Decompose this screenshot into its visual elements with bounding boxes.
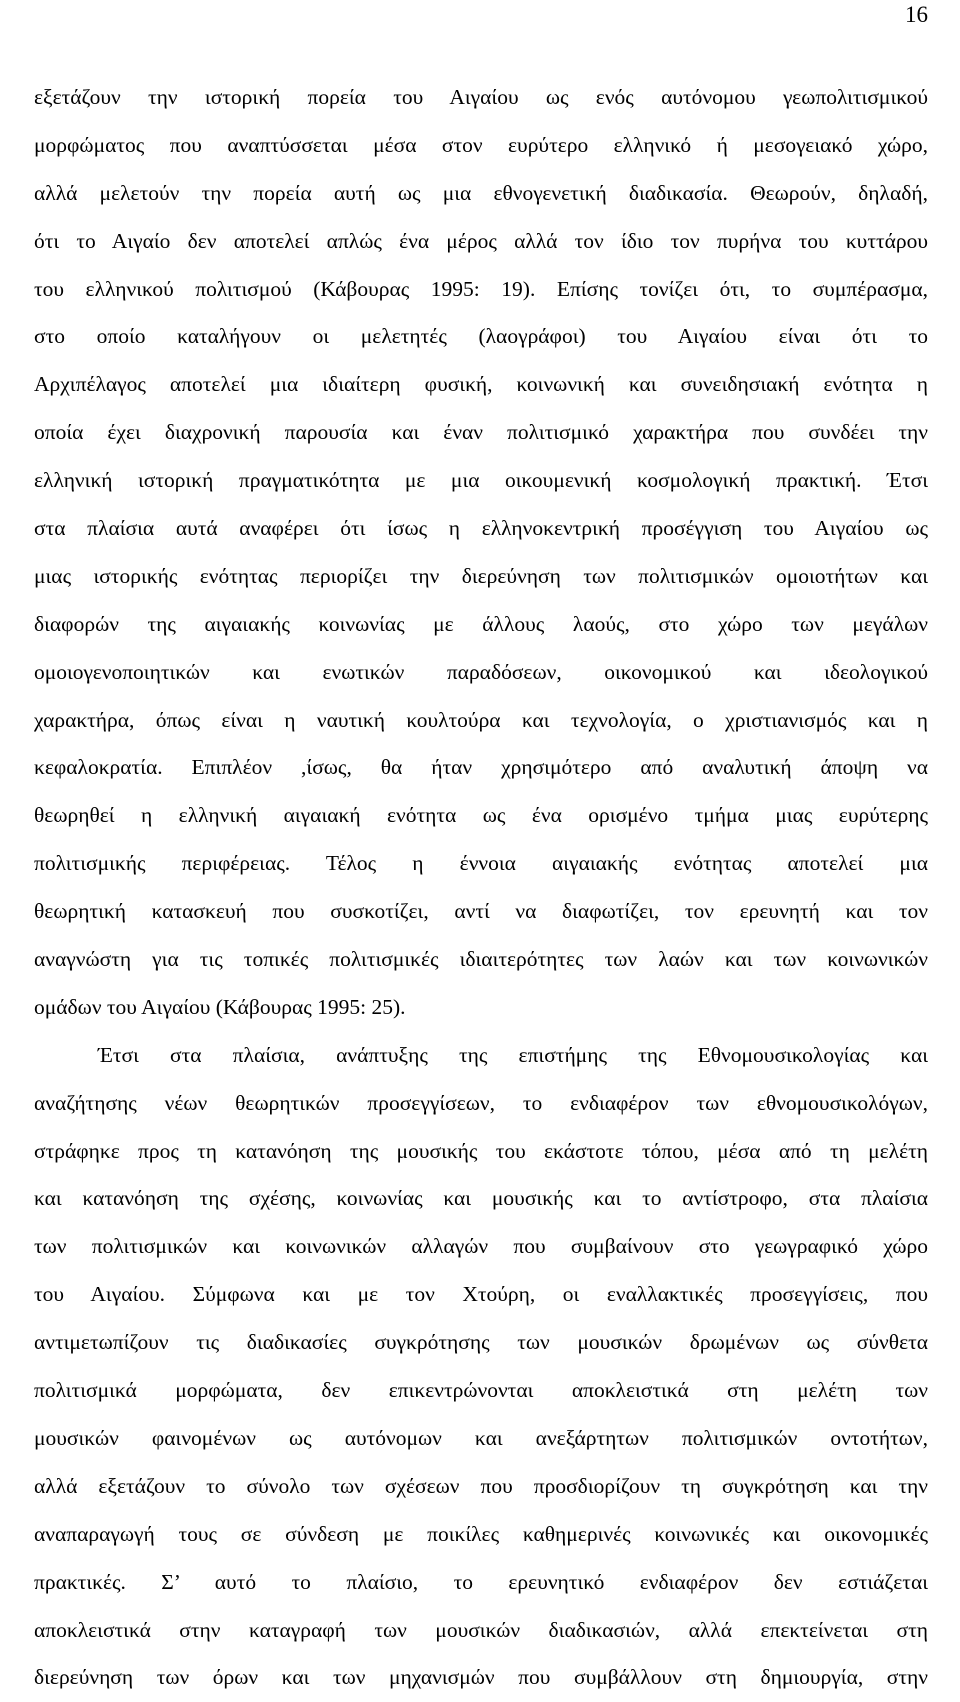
text-line: και κατανόηση της σχέσης, κοινωνίας και μουσικής και το αντίστροφο, στα πλαίσια [34, 1186, 928, 1211]
text-line: μορφώματος που αναπτύσσεται μέσα στον ευρύτερο ελληνικό ή μεσογειακό χώρο, [34, 132, 928, 157]
text-line: ομοιογενοποιητικών και ενωτικών παραδόσεων, οικονομικού και ιδεολογικού [34, 659, 928, 684]
text-line: στα πλαίσια αυτά αναφέρει ότι ίσως η ελληνοκεντρική προσέγγιση του Αιγαίου ως [34, 516, 928, 541]
text-line: Έτσι στα πλαίσια, ανάπτυξης της επιστήμης της Εθνομουσικολογίας και [98, 1042, 928, 1067]
text-line: εξετάζουν την ιστορική πορεία του Αιγαίου ως ενός αυτόνομου γεωπολιτισμικού [34, 85, 928, 109]
text-line: διαφορών της αιγαιακής κοινωνίας με άλλους λαούς, στο χώρο των μεγάλων [34, 611, 928, 636]
text-line: του ελληνικού πολιτισμού (Κάβουρας 1995: 19). Επίσης τονίζει ότι, το συμπέρασμα, [34, 276, 928, 301]
text-line: πρακτικές. Σ’ αυτό το πλαίσιο, το ερευνητικό ενδιαφέρον δεν εστιάζεται [34, 1569, 928, 1594]
text-line: αναπαραγωγή τους σε σύνδεση με ποικίλες καθημερινές κοινωνικές και οικονομικές [34, 1521, 928, 1546]
text-line: στράφηκε προς τη κατανόηση της μουσικής του εκάστοτε τόπου, μέσα από τη μελέτη [34, 1138, 928, 1163]
text-line: αλλά μελετούν την πορεία αυτή ως μια εθνογενετική διαδικασία. Θεωρούν, δηλαδή, [34, 180, 928, 205]
text-line: αλλά εξετάζουν το σύνολο των σχέσεων που προσδιορίζουν τη συγκρότηση και την [34, 1473, 928, 1498]
text-line: οποία έχει διαχρονική παρουσία και έναν πολιτισμικό χαρακτήρα που συνδέει την [34, 420, 928, 445]
text-line: ομάδων του Αιγαίου (Κάβουρας 1995: 25). [34, 994, 406, 1019]
text-line: κεφαλοκρατία. Επιπλέον ,ίσως, θα ήταν χρησιμότερο από αναλυτική άποψη να [34, 755, 928, 780]
text-line: αποκλειστικά στην καταγραφή των μουσικών διαδικασιών, αλλά επεκτείνεται στη [34, 1617, 928, 1642]
body-text [34, 74, 928, 1702]
text-line: των πολιτισμικών και κοινωνικών αλλαγών που συμβαίνουν στο γεωγραφικό χώρο [34, 1234, 928, 1259]
text-line: διερεύνηση των όρων και των μηχανισμών που συμβάλλουν στη δημιουργία, στην [34, 1665, 928, 1690]
text-line: αναζήτησης νέων θεωρητικών προσεγγίσεων, το ενδιαφέρον των εθνομουσικολόγων, [34, 1090, 928, 1115]
text-line: ότι το Αιγαίο δεν αποτελεί απλώς ένα μέρος αλλά τον ίδιο τον πυρήνα του κυττάρου [34, 228, 928, 253]
text-line: αναγνώστη για τις τοπικές πολιτισμικές ιδιαιτερότητες των λαών και των κοινωνικών [34, 947, 928, 972]
text-line: χαρακτήρα, όπως είναι η ναυτική κουλτούρα και τεχνολογία, ο χριστιανισμός και η [34, 707, 928, 732]
text-line: μουσικών φαινομένων ως αυτόνομων και ανεξάρτητων πολιτισμικών οντοτήτων, [34, 1425, 928, 1450]
text-line: πολιτισμικής περιφέρειας. Τέλος η έννοια αιγαιακής ενότητας αποτελεί μια [34, 851, 928, 876]
text-line: θεωρητική κατασκευή που συσκοτίζει, αντί να διαφωτίζει, τον ερευνητή και τον [34, 899, 928, 924]
text-line: αντιμετωπίζουν τις διαδικασίες συγκρότησης των μουσικών δρωμένων ως σύνθετα [34, 1330, 928, 1355]
text-line: πολιτισμικά μορφώματα, δεν επικεντρώνονται αποκλειστικά στη μελέτη των [34, 1378, 928, 1403]
text-line: στο οποίο καταλήγουν οι μελετητές (λαογράφοι) του Αιγαίου είναι ότι το [34, 324, 928, 349]
text-line: μιας ιστορικής ενότητας περιορίζει την διερεύνηση των πολιτισμικών ομοιοτήτων και [34, 563, 928, 588]
text-line: ελληνική ιστορική πραγματικότητα με μια οικουμενική κοσμολογική πρακτική. Έτσι [34, 468, 928, 493]
text-line: του Αιγαίου. Σύμφωνα και με τον Χτούρη, οι εναλλακτικές προσεγγίσεις, που [34, 1282, 928, 1307]
page-number: 16 [905, 2, 928, 27]
text-line: θεωρηθεί η ελληνική αιγαιακή ενότητα ως ένα ορισμένο τμήμα μιας ευρύτερης [34, 803, 928, 828]
text-line: Αρχιπέλαγος αποτελεί μια ιδιαίτερη φυσική, κοινωνική και συνειδησιακή ενότητα η [34, 372, 928, 397]
